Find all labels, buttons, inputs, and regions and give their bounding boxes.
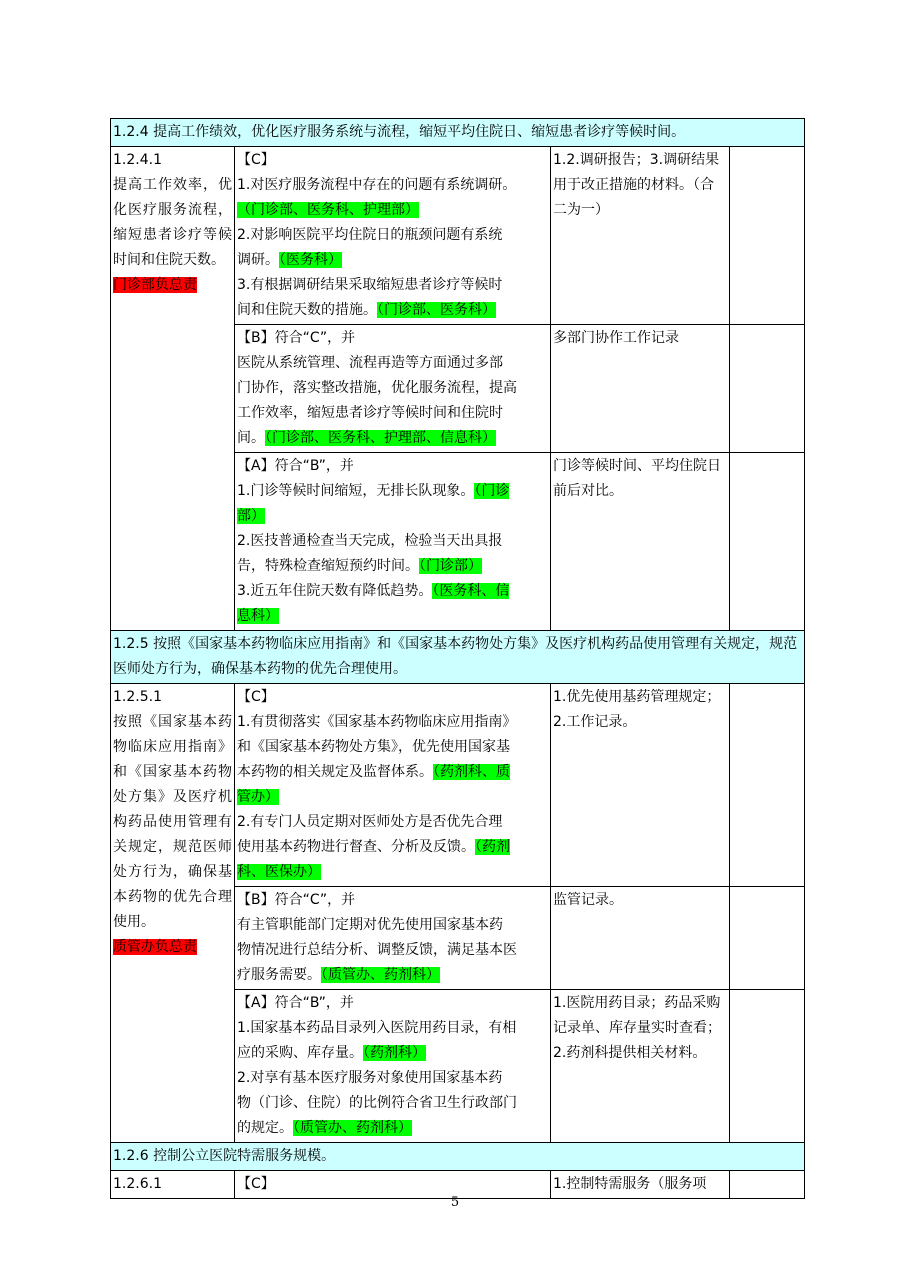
criteria-text: 物（门诊、住院）的比例符合省卫生行政部门 (237, 1095, 517, 1111)
criteria-line (237, 529, 548, 554)
criteria-text: 工作效率，缩短患者诊疗等候时间和住院时 (237, 405, 503, 421)
criteria-text: 【B】符合“C”，并 (237, 892, 356, 908)
responsible-departments-highlight: （质管办、药剂科） (321, 967, 440, 983)
criteria-text: 【C】 (237, 1176, 275, 1192)
item-description: 提高工作效率，优化医疗服务流程，缩短患者诊疗等候时间和住院天数。 (113, 177, 232, 268)
criteria-line (237, 326, 548, 351)
criteria-line (237, 963, 548, 988)
score-cell (730, 325, 805, 453)
section-title: 1.2.6 控制公立医院特需服务规模。 (111, 1143, 805, 1171)
criteria-cell (235, 147, 551, 325)
responsible-departments-highlight: （药剂 (475, 839, 510, 855)
criteria-line (237, 248, 548, 273)
criteria-text: 使用基本药物进行督查、分析及反馈。 (237, 839, 475, 855)
criteria-line (237, 273, 548, 298)
criteria-line (237, 173, 548, 198)
criteria-line (237, 1066, 548, 1091)
criteria-line (237, 223, 548, 248)
item-description-cell (111, 684, 235, 1143)
criteria-text: （门诊部、医务科、护理部） (237, 202, 419, 218)
criteria-line (237, 1041, 548, 1066)
criteria-cell (235, 325, 551, 453)
item-code: 1.2.4.1 (113, 152, 162, 168)
item-description-cell (111, 147, 235, 631)
criteria-text: 【C】 (237, 689, 275, 705)
criteria-text: 3.有根据调研结果采取缩短患者诊疗等候时 (237, 277, 503, 293)
criteria-line (237, 198, 548, 223)
criteria-line (237, 991, 548, 1016)
responsible-departments-highlight: （门诊部） (419, 558, 482, 574)
criteria-text: 间和住院天数的措施。 (237, 302, 377, 318)
criteria-text: 医院从系统管理、流程再造等方面通过多部 (237, 355, 503, 371)
criteria-cell (235, 990, 551, 1143)
criteria-line (237, 351, 548, 376)
responsible-departments-highlight: （药剂科） (363, 1045, 426, 1061)
criteria-text: 【B】符合“C”，并 (237, 330, 356, 346)
evidence-cell: 门诊等候时间、平均住院日前后对比。 (551, 453, 730, 631)
criteria-text: 2.医技普通检查当天完成，检验当天出具报 (237, 533, 503, 549)
responsible-departments-highlight: （门诊 (474, 483, 510, 499)
score-cell (730, 147, 805, 325)
criteria-text: 2.有专门人员定期对医师处方是否优先合理 (237, 814, 503, 830)
criteria-line (237, 1172, 548, 1197)
criteria-cell (235, 684, 551, 887)
responsible-departments-highlight: （药剂科、质 (433, 764, 510, 780)
criteria-line (237, 1016, 548, 1041)
criteria-line (237, 835, 548, 860)
criteria-line (237, 426, 548, 451)
page-number: 5 (450, 1195, 460, 1210)
criteria-text: 3.近五年住院天数有降低趋势。 (237, 583, 433, 599)
criteria-line (237, 504, 548, 529)
score-cell (730, 453, 805, 631)
criteria-text: 1.国家基本药品目录列入医院用药目录，有相 (237, 1020, 517, 1036)
evidence-cell: 1.控制特需服务（服务项 (551, 1171, 730, 1199)
criteria-text: 应的采购、库存量。 (237, 1045, 363, 1061)
criteria-text: 物情况进行总结分析、调整反馈，满足基本医 (237, 942, 517, 958)
criteria-text: 息科） (237, 608, 279, 624)
criteria-line (237, 710, 548, 735)
criteria-text: 门协作，落实整改措施，优化服务流程，提高 (237, 380, 517, 396)
criteria-line (237, 376, 548, 401)
responsible-department-badge: 质管办负总责 (113, 939, 197, 955)
evidence-cell: 1.医院用药目录；药品采购记录单、库存量实时查看；2.药剂科提供相关材料。 (551, 990, 730, 1143)
criteria-text: 部） (237, 508, 265, 524)
criteria-text: 本药物的相关规定及监督体系。 (237, 764, 433, 780)
section-header-row (111, 1143, 805, 1171)
criteria-text: 1.门诊等候时间缩短，无排长队现象。 (237, 483, 475, 499)
criteria-text: 间。 (237, 430, 265, 446)
criteria-text: 【A】符合“B”，并 (237, 995, 354, 1011)
item-code: 1.2.6.1 (113, 1176, 162, 1192)
criteria-text: 告，特殊检查缩短预约时间。 (237, 558, 419, 574)
criteria-line (237, 401, 548, 426)
standards-table (110, 118, 805, 1199)
section-title: 1.2.5 按照《国家基本药物临床应用指南》和《国家基本药物处方集》及医疗机构药品使用管理有关规定，规范医师处方行为，确保基本药物的优先合理使用。 (111, 631, 805, 684)
item-description: 按照《国家基本药物临床应用指南》和《国家基本药物处方集》及医疗机构药品使用管理有关规定，规范医师处方行为，确保基本药物的优先合理使用。 (113, 714, 232, 930)
criteria-text: 的规定。 (237, 1120, 293, 1136)
score-cell (730, 684, 805, 887)
section-header-row (111, 631, 805, 684)
criteria-line (237, 888, 548, 913)
criteria-line (237, 1091, 548, 1116)
criteria-row (111, 147, 805, 325)
criteria-text: 管办） (237, 789, 279, 805)
criteria-line (237, 810, 548, 835)
evidence-cell: 1.优先使用基药管理规定；2.工作记录。 (551, 684, 730, 887)
criteria-line (237, 479, 548, 504)
criteria-text: 调研。 (237, 252, 279, 268)
responsible-departments-highlight: （医务科、信 (432, 583, 510, 599)
responsible-departments-highlight: （医务科） (279, 252, 342, 268)
criteria-line (237, 1116, 548, 1141)
criteria-line (237, 454, 548, 479)
responsible-department-badge: 门诊部负总责 (113, 277, 197, 293)
criteria-line (237, 579, 548, 604)
criteria-line (237, 685, 548, 710)
evidence-cell: 多部门协作工作记录 (551, 325, 730, 453)
criteria-line (237, 604, 548, 629)
criteria-text: 2.对影响医院平均住院日的瓶颈问题有系统 (237, 227, 503, 243)
responsible-departments-highlight: （门诊部、医务科） (377, 302, 496, 318)
evidence-cell: 监管记录。 (551, 887, 730, 990)
score-cell (730, 887, 805, 990)
criteria-text: 【C】 (237, 152, 275, 168)
criteria-line (237, 785, 548, 810)
section-header-row (111, 119, 805, 147)
criteria-line (237, 938, 548, 963)
criteria-line (237, 735, 548, 760)
criteria-text: 科、医保办） (237, 864, 321, 880)
item-code: 1.2.5.1 (113, 689, 162, 705)
criteria-cell (235, 887, 551, 990)
criteria-text: 2.对享有基本医疗服务对象使用国家基本药 (237, 1070, 503, 1086)
criteria-cell (235, 453, 551, 631)
responsible-departments-highlight: （质管办、药剂科） (293, 1120, 412, 1136)
criteria-line (237, 298, 548, 323)
criteria-line (237, 913, 548, 938)
criteria-text: 【A】符合“B”，并 (237, 458, 354, 474)
criteria-text: 1.对医疗服务流程中存在的问题有系统调研。 (237, 177, 517, 193)
criteria-line (237, 760, 548, 785)
criteria-text: 和《国家基本药物处方集》，优先使用国家基 (237, 739, 510, 755)
criteria-line (237, 860, 548, 885)
table-body (111, 119, 805, 1199)
criteria-line (237, 148, 548, 173)
criteria-line (237, 554, 548, 579)
responsible-departments-highlight: （门诊部、医务科、护理部、信息科） (265, 430, 496, 446)
criteria-text: 有主管职能部门定期对优先使用国家基本药 (237, 917, 503, 933)
score-cell (730, 990, 805, 1143)
criteria-row (111, 684, 805, 887)
section-title: 1.2.4 提高工作绩效，优化医疗服务系统与流程，缩短平均住院日、缩短患者诊疗等候时间。 (111, 119, 805, 147)
criteria-text: 疗服务需要。 (237, 967, 321, 983)
evidence-cell: 1.2.调研报告；3.调研结果用于改正措施的材料。（合二为一） (551, 147, 730, 325)
criteria-text: 1.有贯彻落实《国家基本药物临床应用指南》 (237, 714, 517, 730)
